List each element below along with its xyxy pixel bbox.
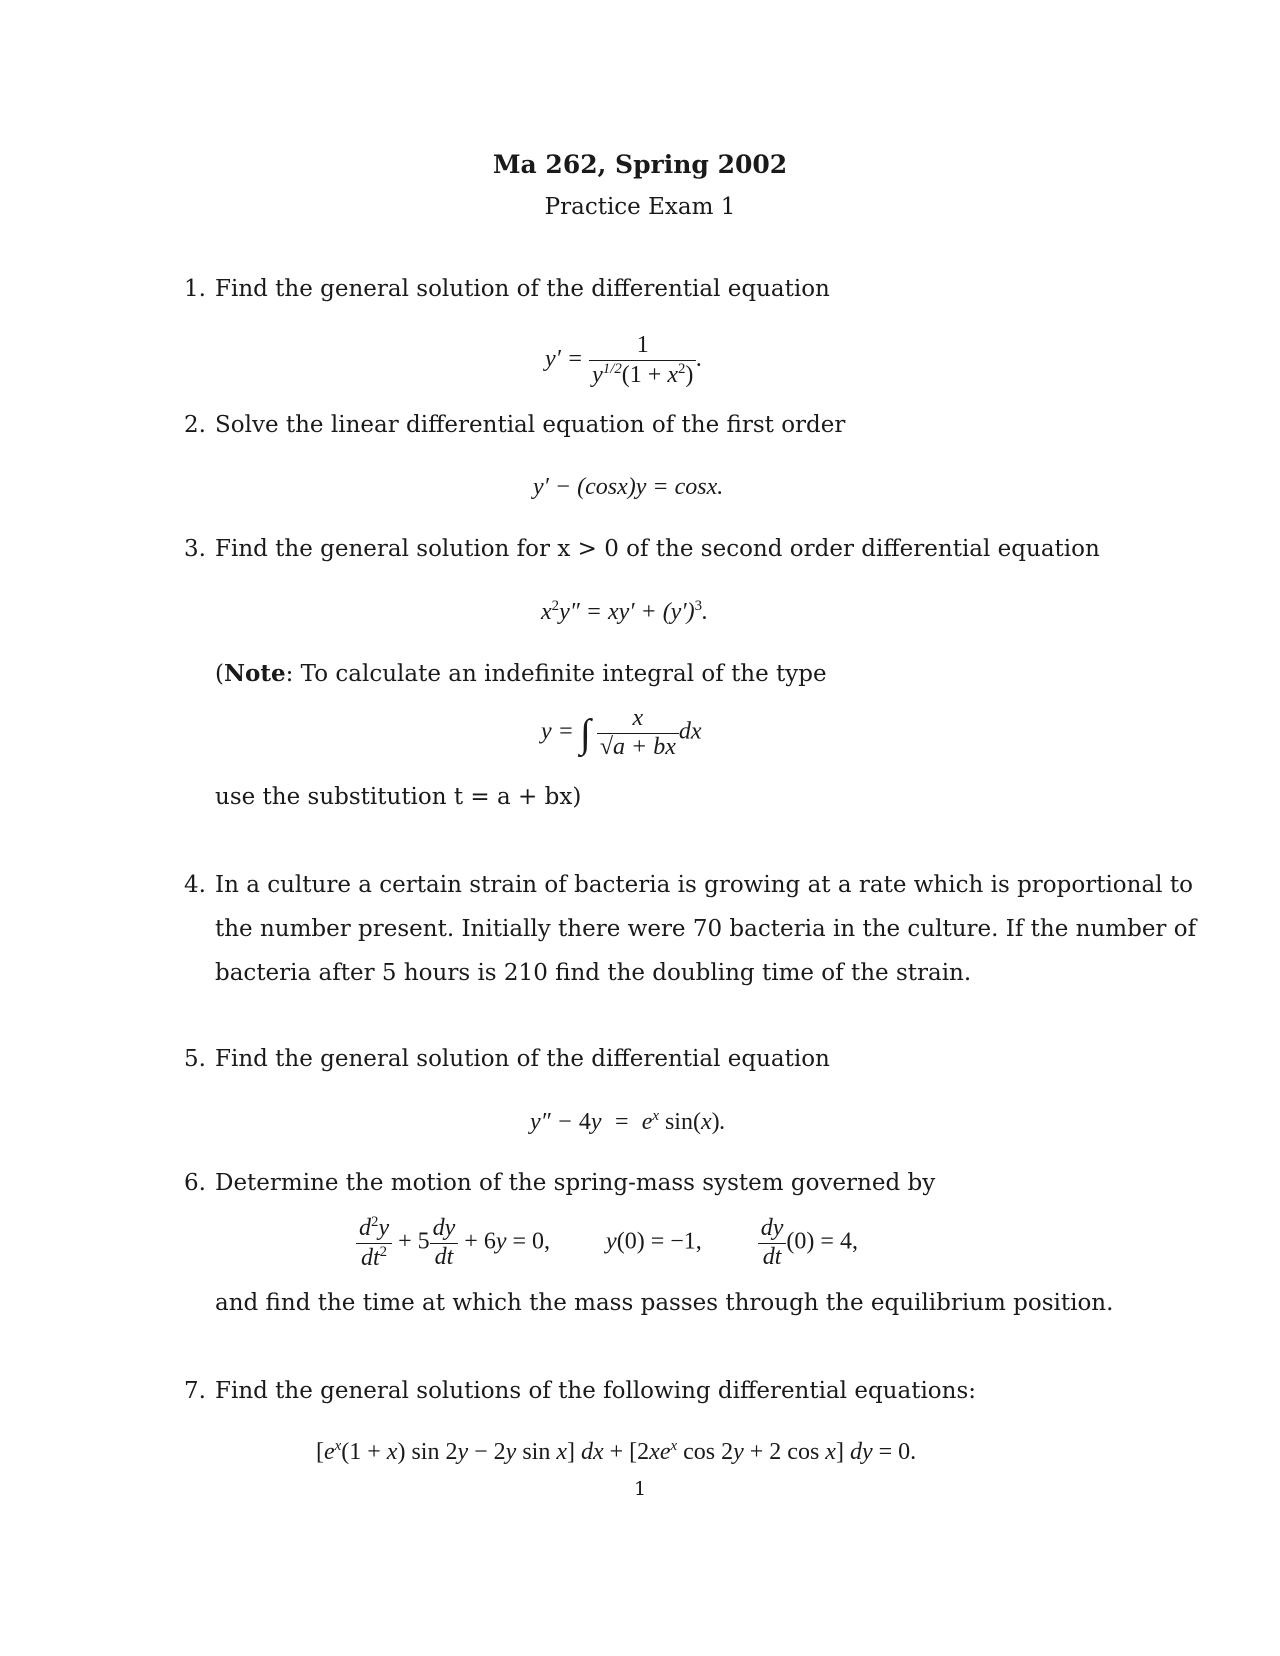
problem-number: 6.	[184, 1170, 206, 1196]
equation-1: y′ = $\frac{1}{y^{1/2}(1 + x^2)}$ .	[545, 332, 703, 388]
equation-3: $x^2y'' = xy' + (y')^3$.	[541, 598, 709, 625]
equation-6: $\frac{d^2y}{dt^2}$ + 5 $\frac{dy}{dt}$ + 6y = 0, y(0) = −1, $\frac{dy}{dt}$ (0) = 4,	[356, 1214, 858, 1272]
problem-text: Find the general solution for x > 0 of the second order differential equation	[215, 536, 1100, 562]
equation-7: [$e^x(1 + x)$ sin 2y − 2y sin x] dx + [$2xe^x$ cos 2y + 2 cos x] dy = 0.	[316, 1438, 917, 1465]
problem-number: 5.	[184, 1046, 206, 1072]
page-title: Ma 262, Spring 2002	[492, 150, 788, 179]
problem-number: 1.	[184, 276, 206, 302]
problem-text: Find the general solutions of the following differential equations:	[215, 1378, 977, 1404]
problem-text-after: and find the time at which the mass passes through the equilibrium position.	[215, 1290, 1114, 1316]
note-label: Note	[223, 660, 286, 687]
page-number: 1	[633, 1478, 647, 1500]
problem-number: 4.	[184, 872, 206, 898]
note: (Note: To calculate an indefinite integral of the type	[215, 660, 827, 687]
problem-number: 3.	[184, 536, 206, 562]
integral-equation: y = ∫ $\frac{x}{√a + bx}$ dx	[541, 705, 702, 760]
problem-text: Determine the motion of the spring-mass system governed by	[215, 1170, 936, 1196]
problem-text: Find the general solution of the differential equation	[215, 276, 830, 302]
problem-text: Find the general solution of the differential equation	[215, 1046, 830, 1072]
problem-text-line: In a culture a certain strain of bacteria is growing at a rate which is proportional to	[215, 872, 1193, 898]
problem-text-line: the number present. Initially there were 70 bacteria in the culture. If the number of	[215, 916, 1197, 942]
equation-5: $y'' - 4y = e^x$ sin(x).	[530, 1108, 726, 1135]
problem-number: 7.	[184, 1378, 206, 1404]
problem-text: Solve the linear differential equation of the first order	[215, 412, 846, 438]
equation-2: y′ − (cosx)y = cosx.	[533, 474, 724, 500]
problem-text-line: bacteria after 5 hours is 210 find the doubling time of the strain.	[215, 960, 972, 986]
note-substitution: use the substitution t = a + bx)	[215, 784, 582, 810]
page-subtitle: Practice Exam 1	[544, 194, 736, 220]
problem-number: 2.	[184, 412, 206, 438]
